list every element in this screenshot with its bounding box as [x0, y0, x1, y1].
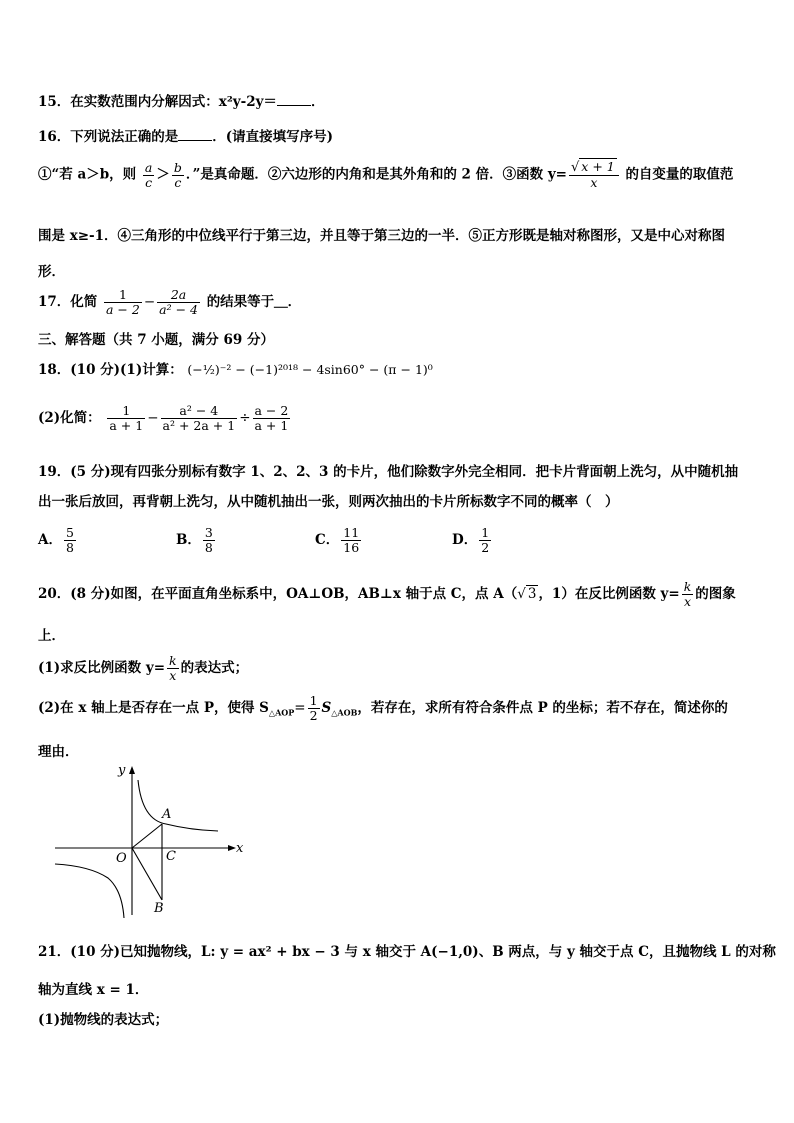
q16-statement1-end: 的自变量的取值范 — [625, 166, 734, 183]
fraction-a-over-c: $\frac{a}{c}$ — [144, 159, 153, 190]
fraction-a-minus-2-over-a-plus-1: $\frac{a - 2}{a + 1}$ — [254, 403, 289, 433]
q17-suffix: 的结果等于＿． — [206, 294, 302, 310]
section-heading: 三、解答题（共 7 小题，满分 69 分） — [38, 332, 274, 348]
question-20-line1: 20．(8 分)如图，在平面直角坐标系中，OA⊥OB，AB⊥x 轴于点 C，点 A（√ 3 ，1）在反比例函数 y= $\frac{k}{x}$ 的图象 — [38, 579, 736, 609]
q15-text: 15．在实数范围内分解因式：x²y-2y＝ — [38, 94, 277, 110]
sqrt-3: 3 — [527, 586, 537, 602]
q20-part2-start: (2)在 x 轴上是否存在一点 P，使得 S — [38, 700, 269, 716]
q20-part1-start: (1)求反比例函数 y= — [38, 660, 166, 676]
q20-line1-start: 20．(8 分)如图，在平面直角坐标系中，OA⊥OB，AB⊥x 轴于点 C，点 A（ — [38, 586, 518, 602]
question-18-part2 — [38, 404, 292, 433]
fraction-1-over-a-plus-1: $\frac{1}{a + 1}$ — [109, 403, 144, 433]
y-axis-label: y — [118, 763, 126, 778]
fraction-k-over-x: $\frac{k}{x}$ — [683, 579, 692, 609]
q20-line1-end: 的图象 — [695, 586, 736, 602]
fraction-one-half: $\frac{1}{2}$ — [309, 693, 318, 723]
q17-prefix: 17．化简 — [38, 294, 98, 310]
coordinate-figure — [50, 760, 250, 920]
point-b-label: B — [154, 901, 164, 916]
q18-part2-prefix: (2)化简： — [38, 410, 101, 426]
question-19-line1: 19．(5 分)现有四张分别标有数字 1、2、2、3 的卡片，他们除数字外完全相同．把卡片背面朝上洗匀，从中随机抽 — [38, 464, 739, 480]
choice-b: B． $\frac{3}{8}$ — [176, 525, 213, 555]
choice-c: C． $\frac{11}{16}$ — [315, 525, 360, 555]
choice-a: A． $\frac{5}{8}$ — [38, 525, 74, 555]
question-20-line2: 上． — [38, 628, 65, 644]
q20-part2-end: ，若存在，求所有符合条件点 P 的坐标；若不存在，简述你的 — [357, 700, 728, 716]
fraction-a2-minus-4: $\frac{\text{a² − 4}}{\text{a² + 2a + 1}}$ — [162, 403, 236, 433]
greater-than: ＞ — [156, 166, 170, 183]
question-16-line2: 围是 x≥-1．④三角形的中位线平行于第三边，并且等于第三边的一半．⑤正方形既是轴对称图形，又是中心对称图 — [38, 228, 726, 244]
fraction-sqrt-x-plus-1-over-x: $\frac{√ x + 1}{x}$ — [569, 160, 619, 190]
q18-prefix: 18．(10 分)(1)计算： — [38, 362, 183, 378]
q15-end: ． — [310, 94, 325, 110]
x-axis-label: x — [236, 841, 244, 856]
question-21-part1: (1)抛物线的表达式； — [38, 1012, 169, 1028]
question-16-line3: 形． — [38, 264, 65, 280]
point-a-label: A — [162, 807, 172, 822]
fraction-b-over-c: $\frac{b}{c}$ — [173, 159, 182, 190]
question-17 — [38, 288, 301, 317]
question-15 — [38, 90, 324, 110]
fraction-1-over-a-minus-2: $\frac{1}{a - 2}$ — [106, 287, 140, 317]
origin-label: O — [116, 851, 127, 866]
fraction-2a-over-a2-minus-4: $\frac{2a}{\text{a² − 4}}$ — [159, 287, 198, 317]
q20-line1-mid: ，1）在反比例函数 y= — [538, 586, 680, 602]
question-20-part2-line2: 理由． — [38, 744, 79, 760]
question-16-title — [38, 125, 333, 145]
question-21-line2: 轴为直线 x = 1． — [38, 982, 149, 998]
q20-part1-end: 的表达式； — [180, 660, 249, 676]
question-21-line1: 21．(10 分)已知抛物线，L: y = ax² + bx − 3 与 x 轴交于 A(−1,0)、B 两点，与 y 轴交于点 C，且抛物线 L 的对称 — [38, 944, 776, 960]
division-sign: ÷ — [239, 410, 251, 426]
minus-sign: − — [147, 410, 159, 426]
q16-statement1-start: ①“若 a＞b，则 — [38, 166, 137, 183]
answer-blank — [178, 128, 212, 141]
choice-d: D． $\frac{1}{2}$ — [452, 525, 490, 555]
answer-blank — [277, 93, 311, 106]
question-16-line1 — [38, 160, 733, 190]
q18-expression: (−½)⁻² − (−1)²⁰¹⁸ − 4sin60° − (π − 1)⁰ — [187, 362, 433, 377]
question-19-line2: 出一张后放回，再背朝上洗匀，从中随机抽出一张，则两次抽出的卡片所标数字不同的概率（ ） — [38, 494, 619, 510]
question-20-part1 — [38, 654, 248, 683]
q16-title-end: ．(请直接填写序号) — [212, 129, 334, 145]
question-18-part1 — [38, 358, 433, 378]
minus-sign: − — [143, 294, 156, 310]
point-c-label: C — [166, 849, 176, 864]
fraction-k-over-x: $\frac{k}{x}$ — [169, 653, 177, 683]
q16-title: 16．下列说法正确的是 — [38, 129, 179, 145]
question-20-part2: (2)在 x 轴上是否存在一点 P，使得 $S_{\triangle AOP}=$ $\frac{1}{2}$ $S_{\triangle AOB}$，若存在，求所有符合条件点 P 的坐标；若不存在，简述你的 — [38, 693, 728, 723]
q16-statement1-mid: ．”是真命题．②六边形的内角和是其外角和的 2 倍．③函数 y= — [185, 166, 567, 183]
